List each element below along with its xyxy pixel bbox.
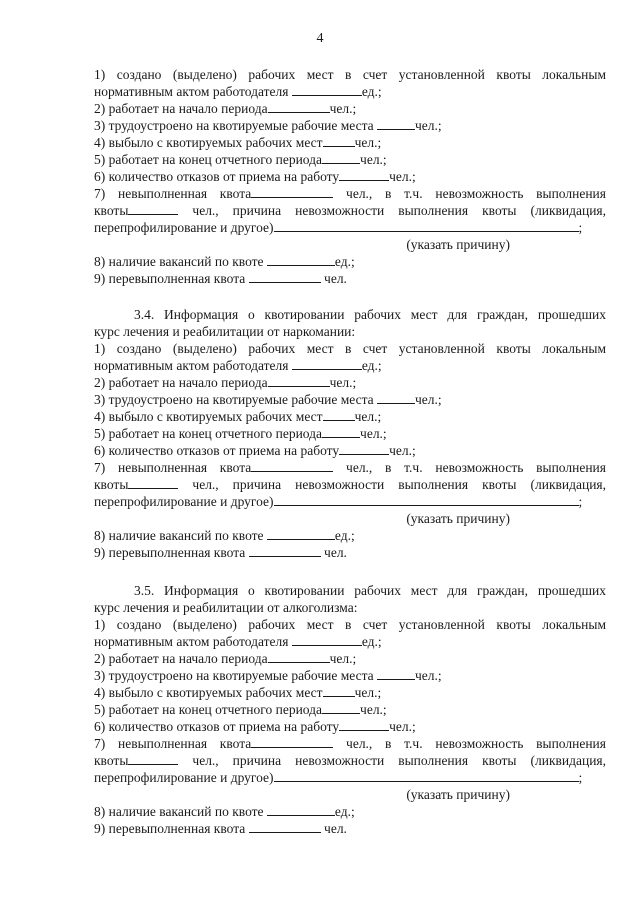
blank-field[interactable] <box>322 701 360 714</box>
item-7: 7) невыполненная квота чел., в т.ч. невозможность выполнения <box>94 736 606 751</box>
blank-field[interactable] <box>249 270 321 283</box>
blank-field[interactable] <box>251 735 333 748</box>
item-7-cont: квоты чел., причина невозможности выполнения квоты (ликвидация, <box>94 753 607 768</box>
blank-field[interactable] <box>128 476 178 489</box>
item-1-cont: нормативным актом работодателя ед.; <box>94 358 382 373</box>
reason-caption: (указать причину) <box>406 511 510 526</box>
blank-field[interactable] <box>267 253 335 266</box>
blank-field[interactable] <box>251 185 333 198</box>
blank-field[interactable] <box>292 357 362 370</box>
reason-field[interactable] <box>274 219 579 232</box>
item-6: 6) количество отказов от приема на работу чел.; <box>94 169 416 184</box>
blank-field[interactable] <box>268 374 330 387</box>
blank-field[interactable] <box>323 684 355 697</box>
section-3-5 <box>94 582 606 837</box>
section-heading: 3.5. Информация о квотировании рабочих мест для граждан, прошедших <box>134 583 606 598</box>
reason-field[interactable] <box>274 769 579 782</box>
reason-field[interactable] <box>274 493 579 506</box>
item-2: 2) работает на начало периода чел.; <box>94 101 357 116</box>
blank-field[interactable] <box>377 391 415 404</box>
blank-field[interactable] <box>377 117 415 130</box>
item-2: 2) работает на начало периода чел.; <box>94 375 357 390</box>
blank-field[interactable] <box>268 650 330 663</box>
item-7-reason: перепрофилирование и другое) ; <box>94 770 583 785</box>
item-6: 6) количество отказов от приема на работу чел.; <box>94 443 416 458</box>
item-1: 1) создано (выделено) рабочих мест в счет установленной квоты локальным <box>94 67 606 82</box>
item-4: 4) выбыло с квотируемых рабочих мест чел.; <box>94 409 382 424</box>
item-7: 7) невыполненная квота чел., в т.ч. невозможность выполнения <box>94 460 606 475</box>
blank-field[interactable] <box>268 100 330 113</box>
section-heading-cont: курс лечения и реабилитации от алкоголизма: <box>94 600 358 615</box>
item-7-cont: квоты чел., причина невозможности выполнения квоты (ликвидация, <box>94 203 607 218</box>
blank-field[interactable] <box>128 202 178 215</box>
item-7-reason: перепрофилирование и другое) ; <box>94 220 583 235</box>
item-5: 5) работает на конец отчетного периода чел.; <box>94 702 387 717</box>
blank-field[interactable] <box>322 151 360 164</box>
item-4: 4) выбыло с квотируемых рабочих мест чел.; <box>94 135 382 150</box>
reason-caption: (указать причину) <box>406 237 510 252</box>
item-7: 7) невыполненная квота чел., в т.ч. невозможность выполнения <box>94 186 606 201</box>
item-2: 2) работает на начало периода чел.; <box>94 651 357 666</box>
item-1: 1) создано (выделено) рабочих мест в счет установленной квоты локальным <box>94 341 606 356</box>
blank-field[interactable] <box>267 803 335 816</box>
item-7-cont: квоты чел., причина невозможности выполнения квоты (ликвидация, <box>94 477 607 492</box>
reason-caption: (указать причину) <box>406 787 510 802</box>
blank-field[interactable] <box>249 544 321 557</box>
item-3: 3) трудоустроено на квотируемые рабочие места чел.; <box>94 118 442 133</box>
item-9: 9) перевыполненная квота чел. <box>94 545 347 560</box>
item-5: 5) работает на конец отчетного периода чел.; <box>94 152 387 167</box>
blank-field[interactable] <box>339 168 389 181</box>
item-4: 4) выбыло с квотируемых рабочих мест чел.; <box>94 685 382 700</box>
blank-field[interactable] <box>292 633 362 646</box>
item-1-cont: нормативным актом работодателя ед.; <box>94 634 382 649</box>
item-3: 3) трудоустроено на квотируемые рабочие места чел.; <box>94 392 442 407</box>
blank-field[interactable] <box>323 134 355 147</box>
item-8: 8) наличие вакансий по квоте ед.; <box>94 804 355 819</box>
item-5: 5) работает на конец отчетного периода чел.; <box>94 426 387 441</box>
blank-field[interactable] <box>128 752 178 765</box>
blank-field[interactable] <box>322 425 360 438</box>
section-heading-cont: курс лечения и реабилитации от наркомании: <box>94 324 356 339</box>
section-continuation <box>94 66 606 287</box>
blank-field[interactable] <box>339 442 389 455</box>
section-heading: 3.4. Информация о квотировании рабочих мест для граждан, прошедших <box>134 307 606 322</box>
item-1-cont: нормативным актом работодателя ед.; <box>94 84 382 99</box>
blank-field[interactable] <box>339 718 389 731</box>
item-8: 8) наличие вакансий по квоте ед.; <box>94 528 355 543</box>
blank-field[interactable] <box>292 83 362 96</box>
page-number: 4 <box>316 31 324 46</box>
blank-field[interactable] <box>323 408 355 421</box>
item-8: 8) наличие вакансий по квоте ед.; <box>94 254 355 269</box>
blank-field[interactable] <box>251 459 333 472</box>
blank-field[interactable] <box>377 667 415 680</box>
item-6: 6) количество отказов от приема на работу чел.; <box>94 719 416 734</box>
item-9: 9) перевыполненная квота чел. <box>94 821 347 836</box>
item-1: 1) создано (выделено) рабочих мест в счет установленной квоты локальным <box>94 617 606 632</box>
item-3: 3) трудоустроено на квотируемые рабочие места чел.; <box>94 668 442 683</box>
blank-field[interactable] <box>267 527 335 540</box>
item-7-reason: перепрофилирование и другое) ; <box>94 494 583 509</box>
item-9: 9) перевыполненная квота чел. <box>94 271 347 286</box>
section-3-4 <box>94 306 606 561</box>
blank-field[interactable] <box>249 820 321 833</box>
